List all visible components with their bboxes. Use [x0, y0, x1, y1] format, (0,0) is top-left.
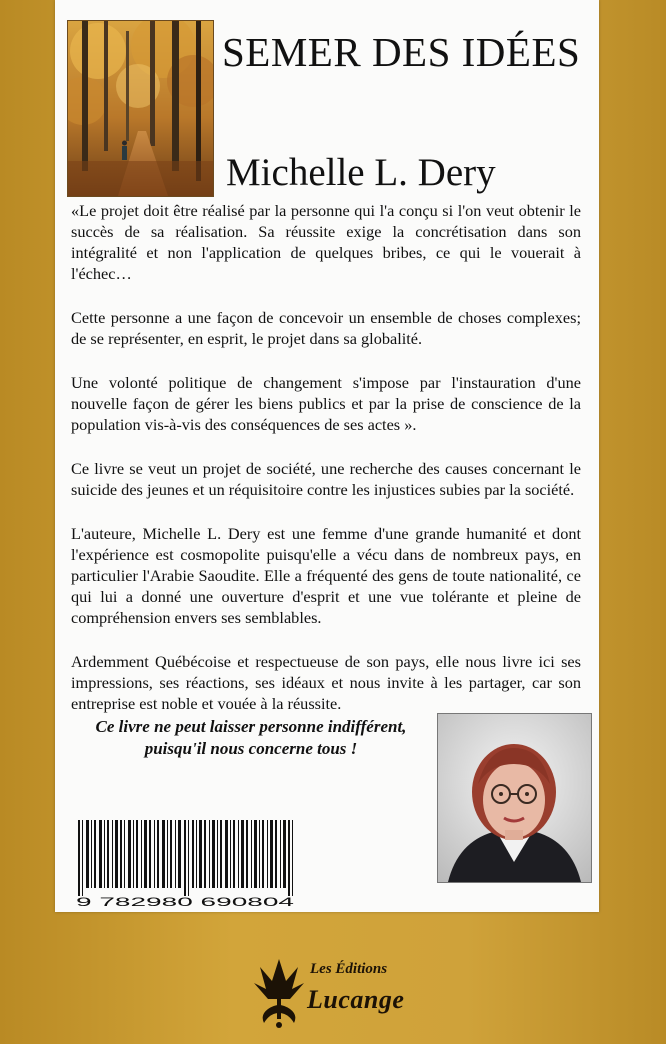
tagline-line-1: Ce livre ne peut laisser personne indifférent,: [95, 717, 407, 736]
paragraph: «Le projet doit être réalisé par la personne qui l'a conçu si l'on veut obtenir le succès de sa réalisation. Sa réussite exige la concrétisation dans son intégralité et non l'application de quelques bribes, ce qui le vouerait à l'échec…: [71, 201, 581, 283]
isbn-digits: 9 782980 690804: [76, 895, 295, 908]
book-title: SEMER DES IDÉES: [222, 29, 581, 75]
barcode-bars: [74, 818, 314, 908]
paragraph: L'auteure, Michelle L. Dery est une femme d'une grande humanité et dont l'expérience est cosmopolite puisqu'elle a vécu dans de nombreux pays, en particulier l'Arabie Saoudite. Elle a fréquenté des gens de toute nationalité, ce qui lui a donné une ouverture d'esprit et une vue tolérante et pleine de compréhension envers ses semblables.: [71, 524, 581, 627]
portrait-illustration: [438, 714, 591, 882]
back-cover-description: [71, 200, 581, 737]
tagline: [71, 716, 431, 760]
paragraph: Cette personne a une façon de concevoir un ensemble de choses complexes; de se représenter, en esprit, le projet dans sa globalité.: [71, 308, 581, 348]
publisher-logo-icon: [252, 955, 306, 1030]
tagline-line-2: puisqu'il nous concerne tous !: [144, 739, 358, 758]
publisher-line-1: Les Éditions: [310, 961, 388, 977]
paragraph: Ardemment Québécoise et respectueuse de son pays, elle nous livre ici ses impressions, ses réactions, ses idéaux et nous invite à les partager, car son entreprise est noble et vouée à la réussite.: [71, 652, 581, 713]
paragraph: Une volonté politique de changement s'impose par l'instauration d'une nouvelle façon de gérer les biens publics et par la prise de conscience de la population vis-à-vis des conséquences de ses actes ».: [71, 373, 581, 434]
isbn-barcode: [74, 818, 314, 908]
paragraph: Ce livre se veut un projet de société, une recherche des causes concernant le suicide des jeunes et un réquisitoire contre les injustices subies par la société.: [71, 459, 581, 499]
author-portrait: [437, 713, 592, 883]
autumn-forest-image: [67, 20, 214, 197]
publisher-block: [252, 955, 432, 1030]
author-name: Michelle L. Dery: [226, 151, 496, 194]
publisher-name: Lucange: [307, 985, 405, 1014]
forest-illustration: [68, 21, 213, 196]
